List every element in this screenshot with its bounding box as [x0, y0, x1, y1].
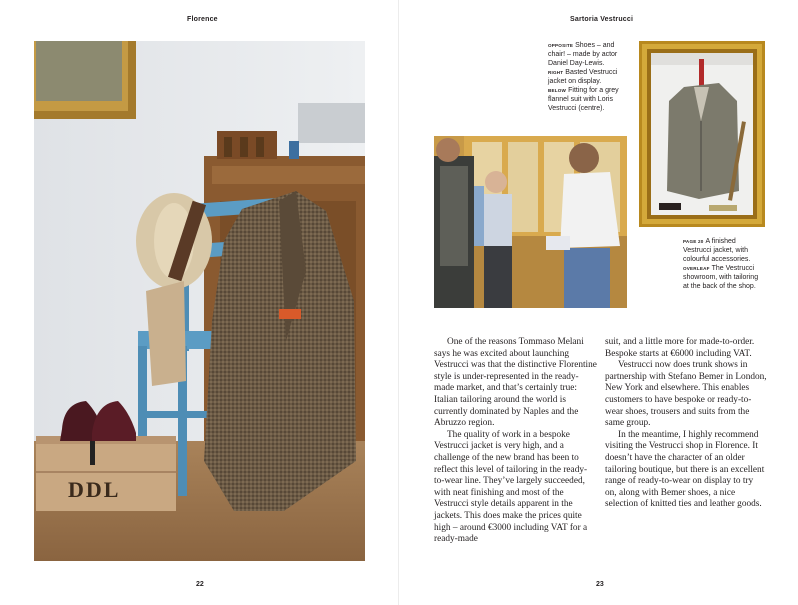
page-number-left: 22 — [196, 581, 204, 588]
running-head-left: Florence — [187, 16, 218, 23]
body-paragraph: In the meantime, I highly recommend visiting the Vestrucci shop in Florence. It doesn’t have the character of an older tailoring boutique, but there is an excellent range of ready-to-wear on display to try on, along with Bemer shoes, a nice selection of knitted ties and leather goods. — [605, 429, 765, 510]
caption-entry: BELOW Fitting for a grey flannel suit with Loris Vestrucci (centre). — [548, 87, 619, 112]
body-paragraph: One of the reasons Tommaso Melani says he was excited about launching Vestrucci was that the distinctive Florentine style is under-represented in the ready-made market, and that’s certainly true: Italian tailoring around the world is currently dominated by Naples and the Abruzzo region. — [434, 337, 597, 429]
caption-bottom — [683, 237, 765, 291]
body-column-right — [605, 337, 767, 511]
photo-fitting-illustration — [434, 136, 627, 308]
body-paragraph: Vestrucci now does trunk shows in partnership with Stefano Bemer in London, New York and elsewhere. This enables customers to have bespoke or ready-to-wear shoes, trousers and suits from the same group. — [605, 360, 767, 429]
caption-entry: PAGE 20 A finished Vestrucci jacket, with colourful accessories. — [683, 238, 751, 263]
crate-text: DDL — [68, 477, 121, 502]
right-page — [399, 0, 798, 605]
caption-entry: OVERLEAF The Vestrucci showroom, with tailoring at the back of the shop. — [683, 265, 759, 290]
body-paragraph: The quality of work in a bespoke Vestrucci jacket is very high, and a challenge of the new brand has been to reflect this level of tailoring in the ready-to-wear line. They’ve largely succeeded, with neat finishing and most of the Vestrucci style details apparent in the jackets. This does make the prices quite high – around €3000 including VAT for a ready-made — [434, 429, 588, 545]
body-column-left — [434, 337, 597, 546]
photo-shoes-and-chair — [34, 41, 365, 561]
photo-basted-jacket-illustration — [639, 41, 765, 227]
photo-shoes-and-chair-illustration — [34, 41, 365, 561]
caption-top — [548, 41, 630, 113]
body-paragraph: suit, and a little more for made-to-order. Bespoke starts at €6000 including VAT. — [605, 337, 755, 359]
running-head-right: Sartoria Vestrucci — [570, 16, 634, 23]
photo-fitting — [434, 136, 627, 308]
caption-entry: RIGHT Basted Vestrucci jacket on display. — [548, 69, 618, 85]
caption-entry: OPPOSITE Shoes – and chair! – made by actor Daniel Day-Lewis. — [548, 42, 618, 67]
page-number-right: 23 — [596, 581, 604, 588]
photo-basted-jacket-frame — [639, 41, 765, 227]
